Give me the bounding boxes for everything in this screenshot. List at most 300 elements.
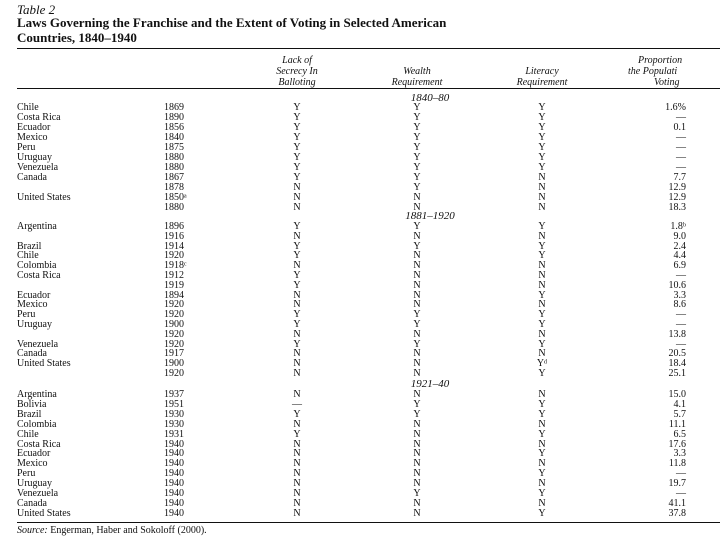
header-line: Secrecy In [276,66,318,77]
cell-literacy: Y [538,507,546,519]
cell-prop: 4.4 [673,250,686,262]
cell-prop: 15.0 [668,389,686,400]
cell-wealth: N [413,270,421,281]
table-row [0,291,720,301]
cell-country: Bolivia [17,398,47,410]
cell-prop: — [676,319,686,330]
cell-prop: 12.9 [668,182,686,193]
cell-prop: 3.3 [673,289,686,301]
table-row [0,133,720,143]
cell-wealth: Y [413,240,421,252]
cell-country: Mexico [17,132,48,143]
cell-literacy: N [538,328,546,340]
header-line: Voting [654,77,680,88]
cell-wealth: Y [413,172,421,183]
cell-prop: 13.8 [668,328,686,340]
cell-wealth: N [413,358,421,370]
cell-country: Canada [17,497,47,509]
cell-prop: 6.5 [673,428,686,440]
cell-prop: 10.6 [668,279,686,291]
cell-year: 1940 [164,507,184,519]
cell-literacy: Y [538,398,546,410]
cell-country: Peru [17,309,36,321]
source-note [17,525,207,536]
cell-literacy: N [538,279,546,291]
cell-prop: — [676,270,686,281]
table-row [0,232,720,242]
cell-secrecy: N [293,182,301,193]
cell-year: 1940 [164,488,184,499]
cell-wealth: N [413,458,421,470]
cell-wealth: Y [413,398,421,410]
cell-prop: 5.7 [673,408,686,420]
cell-year: 1931 [164,428,184,440]
cell-prop: 11.1 [668,418,686,430]
cell-literacy: Y [538,152,546,163]
cell-wealth: N [413,299,421,311]
cell-prop: — [676,162,686,173]
cell-literacy: N [538,192,546,203]
cell-literacy: Y [538,488,546,499]
cell-literacy: N [538,299,546,311]
cell-literacy: N [538,182,546,193]
table-row [0,359,720,369]
cell-country: Argentina [17,389,57,400]
cell-literacy: Y [538,428,546,440]
cell-secrecy: N [293,448,301,460]
cell-country: Peru [17,468,36,480]
cell-country: Mexico [17,299,48,311]
cell-secrecy: Y [293,240,301,252]
cell-year: 1894 [164,289,184,301]
cell-wealth: N [413,192,421,203]
table-row [0,499,720,509]
table-row [0,330,720,340]
cell-year: 1916 [164,230,184,242]
cell-prop: 1.8ᵇ [670,221,686,232]
cell-country: Venezuela [17,338,59,350]
cell-year: 1930 [164,408,184,420]
header-rule [17,88,720,89]
period-heading: 1881–1920 [405,210,455,222]
cell-secrecy: Y [293,221,301,232]
table-row [0,251,720,261]
table-row [0,113,720,123]
cell-wealth: Y [413,338,421,350]
header-line: Proportion [638,55,683,66]
header-proportion [624,55,720,88]
cell-year: 1920 [164,299,184,311]
cell-year: 1920 [164,309,184,321]
cell-literacy: Y [538,102,546,113]
cell-prop: — [676,338,686,350]
cell-literacy: Y [538,132,546,143]
cell-secrecy: Y [293,102,301,113]
cell-literacy: N [538,478,546,490]
table-row [0,390,720,400]
cell-prop: — [676,132,686,143]
cell-wealth: N [413,328,421,340]
cell-literacy: Yᵈ [536,358,548,370]
cell-country: Canada [17,348,47,360]
cell-literacy: Y [538,112,546,123]
cell-country: Costa Rica [17,438,61,450]
cell-year: 1900 [164,319,184,330]
cell-prop: 1.6% [665,102,686,113]
cell-prop: 41.1 [668,497,686,509]
header-line: the Populati [628,66,678,77]
cell-year: 1930 [164,418,184,430]
cell-prop: 9.0 [673,230,686,242]
table-row [0,459,720,469]
cell-wealth: N [413,368,421,379]
cell-secrecy: Y [293,250,301,262]
table-row [0,242,720,252]
cell-country: Uruguay [17,152,52,163]
cell-year: 1940 [164,438,184,450]
cell-literacy: N [538,418,546,430]
cell-secrecy: N [293,488,301,499]
cell-year: 1920 [164,250,184,262]
cell-prop: — [676,152,686,163]
cell-year: 1875 [164,142,184,153]
cell-wealth: Y [413,408,421,420]
cell-country: Uruguay [17,478,52,490]
cell-secrecy: N [293,438,301,450]
cell-wealth: N [413,507,421,519]
cell-year: 1914 [164,240,184,252]
cell-prop: 4.1 [673,398,686,410]
cell-country: Ecuador [17,448,51,460]
cell-literacy: N [538,172,546,183]
cell-country: Costa Rica [17,112,61,123]
cell-prop: 17.6 [668,438,686,450]
cell-literacy: N [538,389,546,400]
cell-wealth: N [413,289,421,301]
cell-secrecy: N [293,507,301,519]
cell-literacy: Y [538,319,546,330]
cell-year: 1920 [164,338,184,350]
cell-wealth: N [413,279,421,291]
cell-secrecy: Y [293,270,301,281]
cell-secrecy: N [293,299,301,311]
period-heading: 1921–40 [410,378,450,390]
cell-literacy: N [538,202,546,213]
table-row [0,410,720,420]
cell-country: Chile [17,250,39,262]
cell-country: Uruguay [17,319,52,330]
table-row [0,509,720,519]
table-row [0,489,720,499]
cell-year: 1890 [164,112,184,123]
table-row [0,349,720,359]
cell-prop: 18.4 [668,358,686,370]
table-row [0,173,720,183]
cell-secrecy: Y [293,319,301,330]
header-line: Balloting [278,77,316,88]
cell-wealth: N [413,468,421,480]
cell-wealth: N [413,260,421,272]
cell-country: Mexico [17,458,48,470]
table-row [0,163,720,173]
cell-year: 1919 [164,279,184,291]
cell-year: 1912 [164,270,184,281]
cell-literacy: Y [538,448,546,460]
table-row [0,103,720,113]
cell-prop: 3.3 [673,448,686,460]
cell-secrecy: N [293,348,301,360]
cell-secrecy: N [293,230,301,242]
period-heading: 1840–80 [410,92,450,104]
cell-literacy: Y [538,468,546,480]
cell-literacy: Y [538,408,546,420]
table-row [0,430,720,440]
cell-literacy: N [538,438,546,450]
cell-country: Chile [17,428,39,440]
cell-literacy: Y [538,221,546,232]
cell-literacy: Y [538,289,546,301]
cell-secrecy: Y [293,122,301,133]
cell-year: 1940 [164,448,184,460]
cell-year: 1940 [164,468,184,480]
cell-wealth: Y [413,319,421,330]
cell-prop: 0.1 [673,122,686,133]
cell-country: Canada [17,172,47,183]
cell-wealth: Y [413,182,421,193]
table-row [0,271,720,281]
source-label: Source: [17,525,48,536]
cell-literacy: N [538,230,546,242]
title-line-1: Laws Governing the Franchise and the Extent of Voting in Selected American [17,15,447,30]
table-title [17,15,717,45]
table-row [0,400,720,410]
cell-year: 1850ᵃ [164,192,187,203]
cell-wealth: N [413,418,421,430]
cell-wealth: Y [413,488,421,499]
cell-country: Venezuela [17,162,59,173]
cell-prop: 6.9 [673,260,686,272]
cell-prop: 2.4 [673,240,686,252]
cell-literacy: Y [538,122,546,133]
cell-wealth: Y [413,112,421,123]
table-row [0,340,720,350]
cell-prop: — [676,468,686,480]
cell-year: 1900 [164,358,184,370]
cell-secrecy: Y [293,142,301,153]
cell-literacy: Y [538,250,546,262]
cell-year: 1878 [164,182,184,193]
cell-literacy: N [538,348,546,360]
cell-secrecy: N [293,358,301,370]
cell-wealth: N [413,202,421,213]
cell-year: 1867 [164,172,184,183]
table-label: Table 2 [17,2,56,17]
table-row [0,449,720,459]
table-row [0,320,720,330]
table-row [0,369,720,379]
cell-wealth: Y [413,309,421,321]
cell-literacy: Y [538,309,546,321]
cell-country: Colombia [17,418,57,430]
cell-wealth: N [413,497,421,509]
cell-literacy: Y [538,240,546,252]
cell-country: Brazil [17,240,42,252]
cell-literacy: Y [538,338,546,350]
cell-secrecy: N [293,389,301,400]
header-line: Wealth [403,66,431,77]
table-row [0,203,720,213]
header-line: Requirement [516,77,568,88]
cell-literacy: Y [538,368,546,379]
cell-secrecy: — [292,398,302,410]
cell-secrecy: Y [293,132,301,143]
cell-wealth: N [413,438,421,450]
cell-prop: 37.8 [668,507,686,519]
cell-secrecy: Y [293,279,301,291]
table-row [0,479,720,489]
cell-wealth: N [413,230,421,242]
cell-year: 1951 [164,398,184,410]
cell-country: Colombia [17,260,57,272]
cell-wealth: Y [413,162,421,173]
cell-secrecy: N [293,478,301,490]
cell-literacy: N [538,458,546,470]
cell-secrecy: N [293,497,301,509]
table-row [0,261,720,271]
cell-wealth: Y [413,152,421,163]
cell-prop: 12.9 [668,192,686,203]
cell-prop: 19.7 [668,478,686,490]
cell-literacy: N [538,260,546,272]
cell-year: 1940 [164,497,184,509]
cell-prop: 7.7 [673,172,686,183]
cell-literacy: N [538,270,546,281]
cell-secrecy: Y [293,162,301,173]
cell-year: 1920 [164,368,184,379]
cell-secrecy: N [293,192,301,203]
cell-secrecy: Y [293,152,301,163]
cell-secrecy: Y [293,112,301,123]
cell-country: Ecuador [17,289,51,301]
title-line-2: Countries, 1840–1940 [17,30,137,45]
cell-year: 1880 [164,152,184,163]
table-row [0,153,720,163]
table-row [0,193,720,203]
cell-year: 1937 [164,389,184,400]
cell-wealth: N [413,389,421,400]
source-text: Engerman, Haber and Sokoloff (2000). [50,525,207,536]
cell-wealth: Y [413,142,421,153]
table-row [0,123,720,133]
cell-country: Venezuela [17,488,59,499]
cell-year: 1869 [164,102,184,113]
cell-secrecy: Y [293,172,301,183]
header-line: Literacy [525,66,559,77]
cell-year: 1856 [164,122,184,133]
table-row [0,281,720,291]
bottom-rule [17,522,720,523]
cell-country: Costa Rica [17,270,61,281]
cell-wealth: N [413,428,421,440]
table-row [0,222,720,232]
cell-country: United States [17,507,71,519]
cell-country: Chile [17,102,39,113]
cell-literacy: N [538,497,546,509]
cell-secrecy: Y [293,309,301,321]
cell-literacy: Y [538,162,546,173]
cell-secrecy: N [293,202,301,213]
cell-secrecy: N [293,368,301,379]
cell-year: 1940 [164,478,184,490]
cell-country: Argentina [17,221,57,232]
cell-year: 1896 [164,221,184,232]
cell-prop: — [676,142,686,153]
cell-secrecy: Y [293,408,301,420]
cell-secrecy: Y [293,338,301,350]
cell-prop: — [676,112,686,123]
table-row [0,469,720,479]
header-literacy [497,66,587,88]
cell-prop: 8.6 [673,299,686,311]
table-row [0,183,720,193]
cell-secrecy: N [293,418,301,430]
cell-wealth: Y [413,102,421,113]
cell-country: Brazil [17,408,42,420]
cell-prop: 25.1 [668,368,686,379]
cell-year: 1840 [164,132,184,143]
cell-secrecy: Y [293,428,301,440]
header-line: Lack of [282,55,312,66]
cell-wealth: Y [413,132,421,143]
cell-wealth: N [413,448,421,460]
cell-secrecy: N [293,458,301,470]
cell-country: United States [17,192,71,203]
cell-country: Ecuador [17,122,51,133]
cell-year: 1940 [164,458,184,470]
cell-prop: 11.8 [668,458,686,470]
table-row [0,420,720,430]
cell-wealth: Y [413,221,421,232]
cell-year: 1920 [164,328,184,340]
header-wealth [372,66,462,88]
cell-secrecy: N [293,289,301,301]
top-rule [17,48,720,49]
cell-secrecy: N [293,260,301,272]
cell-secrecy: N [293,328,301,340]
cell-year: 1918ᶜ [164,260,187,272]
cell-prop: 20.5 [668,348,686,360]
header-secrecy [252,55,342,88]
cell-prop: 18.3 [668,202,686,213]
cell-prop: — [676,488,686,499]
cell-year: 1917 [164,348,184,360]
cell-wealth: N [413,478,421,490]
cell-country: Peru [17,142,36,153]
cell-prop: — [676,309,686,321]
cell-wealth: N [413,250,421,262]
table-row [0,143,720,153]
cell-year: 1880 [164,202,184,213]
cell-wealth: N [413,348,421,360]
table-row [0,300,720,310]
table-row [0,440,720,450]
cell-country: United States [17,358,71,370]
header-line: Requirement [391,77,443,88]
cell-literacy: Y [538,142,546,153]
cell-wealth: Y [413,122,421,133]
cell-year: 1880 [164,162,184,173]
cell-secrecy: N [293,468,301,480]
